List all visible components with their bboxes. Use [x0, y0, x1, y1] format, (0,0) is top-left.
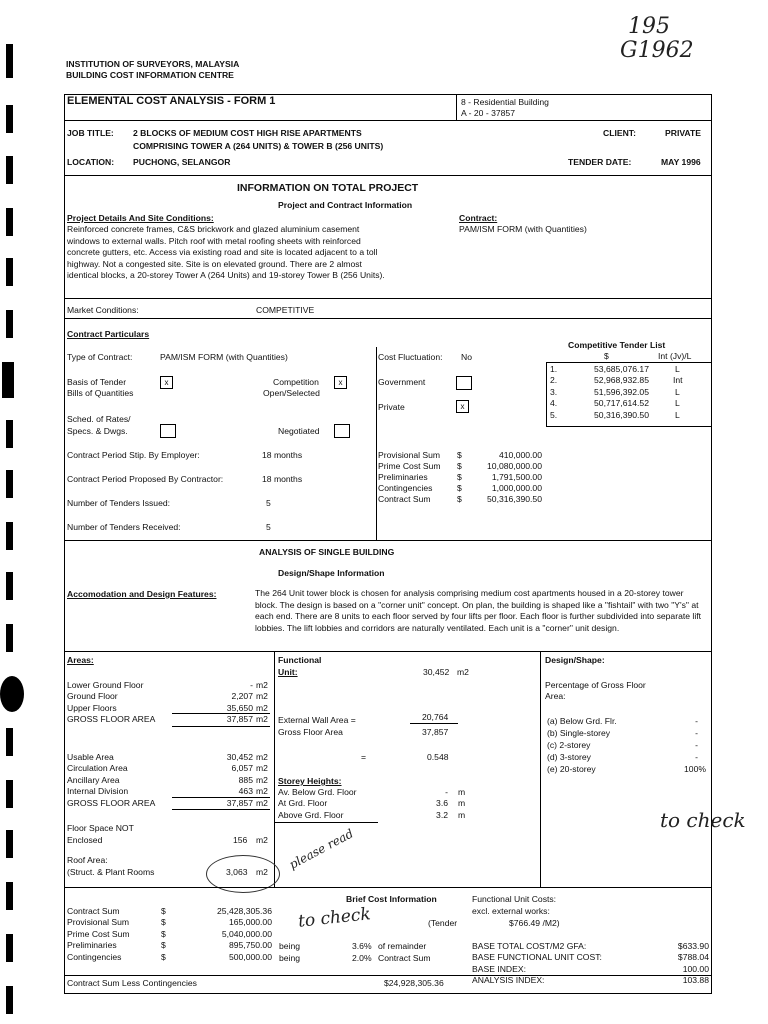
location-value: PUCHONG, SELANGOR — [133, 157, 231, 167]
negotiated-label: Negotiated — [278, 426, 320, 436]
brief-label: Contract Sum — [67, 906, 120, 916]
tenders-issued-value: 5 — [266, 498, 271, 508]
area-unit: m2 — [256, 786, 268, 797]
storey-value: 3.2 — [436, 809, 448, 820]
index-label: ANALYSIS INDEX: — [472, 975, 545, 986]
contract-sum-less-contingencies-label: Contract Sum Less Contingencies — [67, 978, 197, 988]
brief-currency: $ — [161, 917, 166, 928]
tenders-issued-label: Number of Tenders Issued: — [67, 498, 171, 508]
tender-rank: 5. — [550, 409, 558, 420]
handwritten-note-please-read: please read — [286, 826, 356, 872]
period-contractor-label: Contract Period Proposed By Contractor: — [67, 474, 224, 484]
project-contract-subheading: Project and Contract Information — [278, 200, 413, 210]
index-value: $633.90 — [677, 941, 709, 951]
competition-label: Competition — [273, 377, 319, 387]
sum-label: Provisional Sum — [378, 450, 441, 460]
tender-date-value: MAY 1996 — [661, 157, 701, 167]
storey-label: Above Grd. Floor — [278, 809, 344, 820]
client-label: CLIENT: — [603, 128, 636, 138]
open-selected-label: Open/Selected — [263, 388, 320, 398]
design-row — [545, 764, 708, 776]
brief-currency: $ — [161, 928, 166, 939]
org-name: INSTITUTION OF SURVEYORS, MALAYSIA — [66, 59, 240, 69]
margin-mark — [6, 310, 13, 338]
design-value: 100% — [684, 764, 706, 774]
cost-fluctuation-value: No — [461, 352, 472, 362]
gross-floor-area-label: Gross Floor Area — [278, 727, 343, 737]
index-row — [472, 952, 709, 963]
design-label: (e) 20-storey — [547, 764, 596, 774]
area-value: 6,057 — [231, 763, 253, 774]
project-details-title: Project Details And Site Conditions: — [67, 213, 214, 223]
margin-mark — [6, 624, 13, 652]
storey-value: 3.6 — [436, 798, 448, 809]
tender-amount: 51,596,392.05 — [594, 386, 649, 397]
index-value: 100.00 — [682, 963, 709, 974]
tender-amount: 50,316,390.50 — [594, 409, 649, 420]
brief-label: Prime Cost Sum — [67, 928, 130, 939]
roof-area-value: 3,063 — [226, 867, 248, 877]
area-row — [67, 786, 273, 797]
storey-row — [278, 810, 478, 821]
design-value: - — [695, 740, 698, 750]
contract-sum-ref: Contract Sum — [378, 953, 431, 963]
sum-row — [378, 472, 548, 483]
specs-dwgs-label: Specs. & Dwgs. — [67, 426, 128, 436]
tender-amount: 50,717,614.52 — [594, 398, 649, 409]
storey-heights-table — [278, 787, 478, 821]
basis-of-tender-label: Basis of Tender — [67, 377, 127, 387]
tender-rank: 4. — [550, 398, 558, 409]
sum-label: Contingencies — [378, 483, 433, 493]
area-label: Upper Floors — [67, 702, 117, 713]
area-unit: m2 — [256, 714, 268, 725]
area-row — [67, 775, 273, 786]
tender-row — [548, 364, 708, 375]
tender-amount: 53,685,076.17 — [594, 364, 649, 374]
location-label: LOCATION: — [67, 157, 115, 167]
functional-unit-label: Unit: — [278, 667, 298, 677]
margin-mark — [6, 156, 13, 184]
design-shape-title: Design/Shape: — [545, 655, 605, 665]
roof-area-label: Roof Area: — [67, 855, 108, 865]
area-row — [67, 714, 273, 725]
accommodation-title: Accomodation and Design Features: — [67, 589, 217, 599]
floor-space-enclosed: Enclosed — [67, 835, 103, 845]
brief-row — [67, 952, 272, 963]
brief-value: 895,750.00 — [228, 940, 272, 951]
design-label: (d) 3-storey — [547, 752, 591, 762]
sum-value: 50,316,390.50 — [487, 494, 542, 504]
margin-mark — [6, 470, 13, 498]
storey-row — [278, 798, 478, 809]
area-value: 35,650 — [226, 702, 253, 713]
job-title-line2: COMPRISING TOWER A (264 UNITS) & TOWER B (256 UNITS) — [133, 141, 384, 151]
tender-rank: 1. — [550, 364, 558, 374]
brief-label: Preliminaries — [67, 940, 117, 951]
prelim-percent: 3.6% — [352, 941, 372, 951]
sum-value: 1,000,000.00 — [491, 483, 542, 493]
sum-row — [378, 494, 548, 505]
sched-rates-checkbox[interactable] — [160, 424, 176, 438]
area-value: 37,857 — [226, 797, 253, 808]
tender-type: L — [675, 398, 680, 409]
area-label: Lower Ground Floor — [67, 680, 144, 690]
area-row — [67, 752, 273, 763]
margin-mark — [6, 572, 13, 600]
brief-cost-table — [67, 906, 272, 963]
of-remainder: of remainder — [378, 941, 427, 951]
ratio-equals: = — [361, 752, 367, 762]
area-value: 463 — [238, 786, 253, 797]
brief-value: 25,428,305.36 — [217, 906, 272, 916]
tender-amount: 52,968,932.85 — [594, 375, 649, 386]
area-unit: m2 — [256, 774, 268, 785]
brief-row — [67, 917, 272, 928]
punch-hole — [0, 676, 24, 712]
areas-table-1 — [67, 680, 273, 726]
tender-type: Int — [673, 375, 683, 386]
margin-mark — [6, 208, 13, 236]
storey-value: - — [445, 787, 448, 797]
area-label: Usable Area — [67, 752, 114, 762]
area-unit: m2 — [256, 691, 268, 702]
sum-row — [378, 450, 548, 461]
design-row — [545, 716, 708, 728]
area-value: 885 — [238, 774, 253, 785]
tender-row — [548, 410, 708, 421]
brief-row — [67, 906, 272, 917]
margin-mark — [6, 44, 13, 78]
design-label: (b) Single-storey — [547, 728, 611, 738]
design-value: - — [695, 716, 698, 726]
roof-area-unit: m2 — [256, 867, 268, 877]
sum-label: Contract Sum — [378, 494, 431, 504]
external-wall-value: 20,764 — [422, 712, 449, 722]
market-conditions-label: Market Conditions: — [67, 305, 139, 315]
tender-type: L — [675, 409, 680, 420]
tenders-received-value: 5 — [266, 522, 271, 532]
brief-label: Contingencies — [67, 951, 122, 962]
sum-row — [378, 461, 548, 472]
tender-list-title: Competitive Tender List — [568, 340, 666, 350]
tender-date-label: TENDER DATE: — [568, 157, 632, 167]
contract-form: PAM/ISM FORM (with Quantities) — [459, 224, 587, 234]
brief-value: 165,000.00 — [228, 917, 272, 928]
area-label: GROSS FLOOR AREA — [67, 714, 156, 725]
bills-of-quantities-checkbox[interactable]: x — [160, 376, 173, 389]
index-value: $788.04 — [677, 952, 709, 963]
form-title: ELEMENTAL COST ANALYSIS - FORM 1 — [67, 95, 276, 107]
contract-title: Contract: — [459, 213, 498, 223]
contract-particulars-title: Contract Particulars — [67, 329, 150, 339]
org-centre: BUILDING COST INFORMATION CENTRE — [66, 70, 234, 80]
areas-table-2 — [67, 752, 273, 809]
margin-mark — [6, 780, 13, 808]
bills-of-quantities-label: Bills of Quantities — [67, 388, 134, 398]
margin-mark — [6, 934, 13, 962]
area-row — [67, 680, 273, 691]
gross-floor-area-value: 37,857 — [422, 727, 449, 737]
cont-being: being — [279, 953, 301, 963]
handwritten-note-check-right: to check — [660, 808, 746, 832]
sum-value: 1,791,500.00 — [491, 472, 542, 482]
contract-sum-less-contingencies-value: $24,928,305.36 — [384, 978, 444, 988]
tender-row — [548, 387, 708, 398]
margin-mark — [2, 362, 14, 398]
storey-unit: m — [458, 787, 466, 797]
excl-external-works: excl. external works: — [472, 906, 550, 916]
storey-unit: m — [458, 809, 466, 820]
percentage-gfa-area: Area: — [545, 691, 566, 701]
margin-mark — [6, 986, 13, 1014]
brief-value: 500,000.00 — [228, 951, 272, 962]
brief-currency: $ — [161, 940, 166, 951]
area-unit: m2 — [256, 752, 268, 762]
tender-type: L — [675, 386, 680, 397]
tender-rank: 2. — [550, 375, 558, 386]
tender-list-col-type: Int (Jv)/L — [658, 351, 692, 361]
area-unit: m2 — [256, 797, 268, 808]
brief-cost-title: Brief Cost Information — [346, 894, 437, 904]
margin-mark — [6, 830, 13, 858]
area-value: 37,857 — [226, 714, 253, 725]
sum-currency: $ — [457, 483, 462, 493]
job-title-label: JOB TITLE: — [67, 128, 114, 138]
area-row — [67, 763, 273, 774]
job-title-line1: 2 BLOCKS OF MEDIUM COST HIGH RISE APARTMENTS — [133, 128, 362, 138]
index-row — [472, 964, 709, 975]
type-of-contract-label: Type of Contract: — [67, 352, 133, 362]
sum-currency: $ — [457, 450, 462, 460]
design-shape-table — [545, 716, 708, 776]
government-label: Government — [378, 377, 426, 387]
single-building-heading: ANALYSIS OF SINGLE BUILDING — [259, 547, 395, 557]
private-checkbox[interactable]: x — [456, 400, 469, 413]
storey-heights-title: Storey Heights: — [278, 776, 342, 786]
margin-mark — [6, 258, 13, 286]
index-table — [472, 941, 709, 987]
tender-note: (Tender — [428, 918, 458, 928]
private-label: Private — [378, 402, 405, 412]
handwritten-note-check: to check — [297, 904, 372, 932]
form-code: A - 20 - 37857 — [461, 108, 515, 118]
area-row — [67, 798, 273, 809]
external-wall-label: External Wall Area = — [278, 715, 356, 725]
type-of-contract-value: PAM/ISM FORM (with Quantities) — [160, 352, 288, 362]
functional-title: Functional — [278, 655, 322, 665]
storey-label: At Grd. Floor — [278, 798, 328, 809]
floor-space-unit: m2 — [256, 835, 268, 845]
cost-fluctuation-label: Cost Fluctuation: — [378, 352, 443, 362]
client-value: PRIVATE — [665, 128, 701, 138]
design-value: - — [695, 728, 698, 738]
brief-label: Provisional Sum — [67, 917, 130, 928]
margin-mark — [6, 420, 13, 448]
market-conditions-value: COMPETITIVE — [256, 305, 315, 315]
handwritten-reference: G1962 — [620, 38, 694, 63]
functional-unit-value: 30,452 — [423, 667, 450, 677]
area-row — [67, 691, 273, 702]
area-value: - — [250, 680, 253, 690]
sum-label: Prime Cost Sum — [378, 461, 441, 471]
design-value: - — [695, 752, 698, 762]
area-label: Ancillary Area — [67, 774, 120, 785]
competition-checkbox[interactable]: x — [334, 376, 347, 389]
floor-space-label: Floor Space NOT — [67, 823, 134, 833]
margin-mark — [6, 728, 13, 756]
design-row — [545, 728, 708, 740]
area-label: Circulation Area — [67, 763, 128, 774]
period-employer-label: Contract Period Stip. By Employer: — [67, 450, 200, 460]
sums-table — [378, 450, 548, 505]
sum-currency: $ — [457, 472, 462, 482]
margin-mark — [6, 105, 13, 133]
margin-mark — [6, 882, 13, 910]
area-unit: m2 — [256, 680, 268, 690]
sched-rates-label: Sched. of Rates/ — [67, 414, 131, 424]
negotiated-checkbox[interactable] — [334, 424, 350, 438]
period-employer-value: 18 months — [262, 450, 303, 460]
roof-area-desc: (Struct. & Plant Rooms — [67, 867, 155, 877]
tender-list — [548, 364, 708, 421]
index-row — [472, 941, 709, 952]
handwritten-page-number: 195 — [628, 14, 670, 39]
brief-currency: $ — [161, 951, 166, 962]
storey-row — [278, 787, 478, 798]
accommodation-text: The 264 Unit tower block is chosen for analysis comprising medium cost apartments housed in a 20-storey tower block. The design is based on a "corner unit" concept. On plan, the building is shaped like a "fishtail" with two "Y's" at each end. There are 8 units to each floor served by four lifts per floor. Each floor is further subdivided into separate lift lobbies. The lift lobbies and corridors are naturally ventilated. Each unit is a "corner" unit design. — [255, 588, 702, 633]
sum-currency: $ — [457, 494, 462, 504]
sum-value: 410,000.00 — [498, 450, 542, 460]
government-checkbox[interactable] — [456, 376, 472, 390]
tender-row — [548, 398, 708, 409]
tender-type: L — [675, 364, 680, 374]
area-value: 2,207 — [231, 691, 253, 702]
tenders-received-label: Number of Tenders Received: — [67, 522, 181, 532]
area-label: Internal Division — [67, 786, 129, 797]
storey-label: Av. Below Grd. Floor — [278, 787, 357, 797]
wall-floor-ratio: 0.548 — [427, 752, 449, 762]
percentage-gfa-label: Percentage of Gross Floor — [545, 680, 646, 690]
period-contractor-value: 18 months — [262, 474, 303, 484]
area-label: Ground Floor — [67, 691, 118, 702]
total-project-heading: INFORMATION ON TOTAL PROJECT — [237, 182, 419, 194]
index-label: BASE TOTAL COST/M2 GFA: — [472, 941, 587, 951]
design-label: (c) 2-storey — [547, 740, 591, 750]
index-row — [472, 975, 709, 986]
area-value: 30,452 — [226, 752, 253, 762]
margin-mark — [6, 522, 13, 550]
areas-title: Areas: — [67, 655, 94, 665]
tender-row — [548, 375, 708, 386]
index-value: 103.88 — [682, 975, 709, 986]
design-label: (a) Below Grd. Flr. — [547, 716, 617, 726]
design-row — [545, 740, 708, 752]
sum-currency: $ — [457, 461, 462, 471]
index-label: BASE FUNCTIONAL UNIT COST: — [472, 952, 602, 963]
index-label: BASE INDEX: — [472, 963, 526, 974]
tender-rank: 3. — [550, 386, 558, 397]
design-row — [545, 752, 708, 764]
brief-value: 5,040,000.00 — [221, 928, 272, 939]
storey-unit: m — [458, 798, 466, 809]
floor-space-value: 156 — [233, 835, 248, 845]
prelim-being: being — [279, 941, 301, 951]
area-label: GROSS FLOOR AREA — [67, 797, 156, 808]
cont-percent: 2.0% — [352, 953, 372, 963]
area-unit: m2 — [256, 763, 268, 774]
sum-label: Preliminaries — [378, 472, 428, 482]
area-unit: m2 — [256, 702, 268, 713]
brief-currency: $ — [161, 906, 166, 916]
building-category: 8 - Residential Building — [461, 97, 549, 107]
functional-unit-unit: m2 — [457, 667, 469, 677]
functional-unit-costs: Functional Unit Costs: — [472, 894, 557, 904]
sum-row — [378, 483, 548, 494]
sum-value: 10,080,000.00 — [487, 461, 542, 471]
design-shape-subheading: Design/Shape Information — [278, 568, 385, 578]
project-details-text: Reinforced concrete frames, C&S brickwork and glazed aluminium casement windows to external walls. Pitch roof with metal roofing sheets with reinforced concrete gutters, etc. Access via existing road and site is located adjacent to a toll highway. Not a congested site. Site is on elevated ground. There are 2 almost identical blocks, a 20-storey Tower A (264 Units) and 19-storey Tower B (256 Units). — [67, 224, 385, 281]
tender-list-col-amount: $ — [604, 351, 609, 361]
functional-unit-cost-value: $766.49 /M2) — [509, 918, 560, 928]
brief-row — [67, 929, 272, 940]
brief-row — [67, 940, 272, 951]
